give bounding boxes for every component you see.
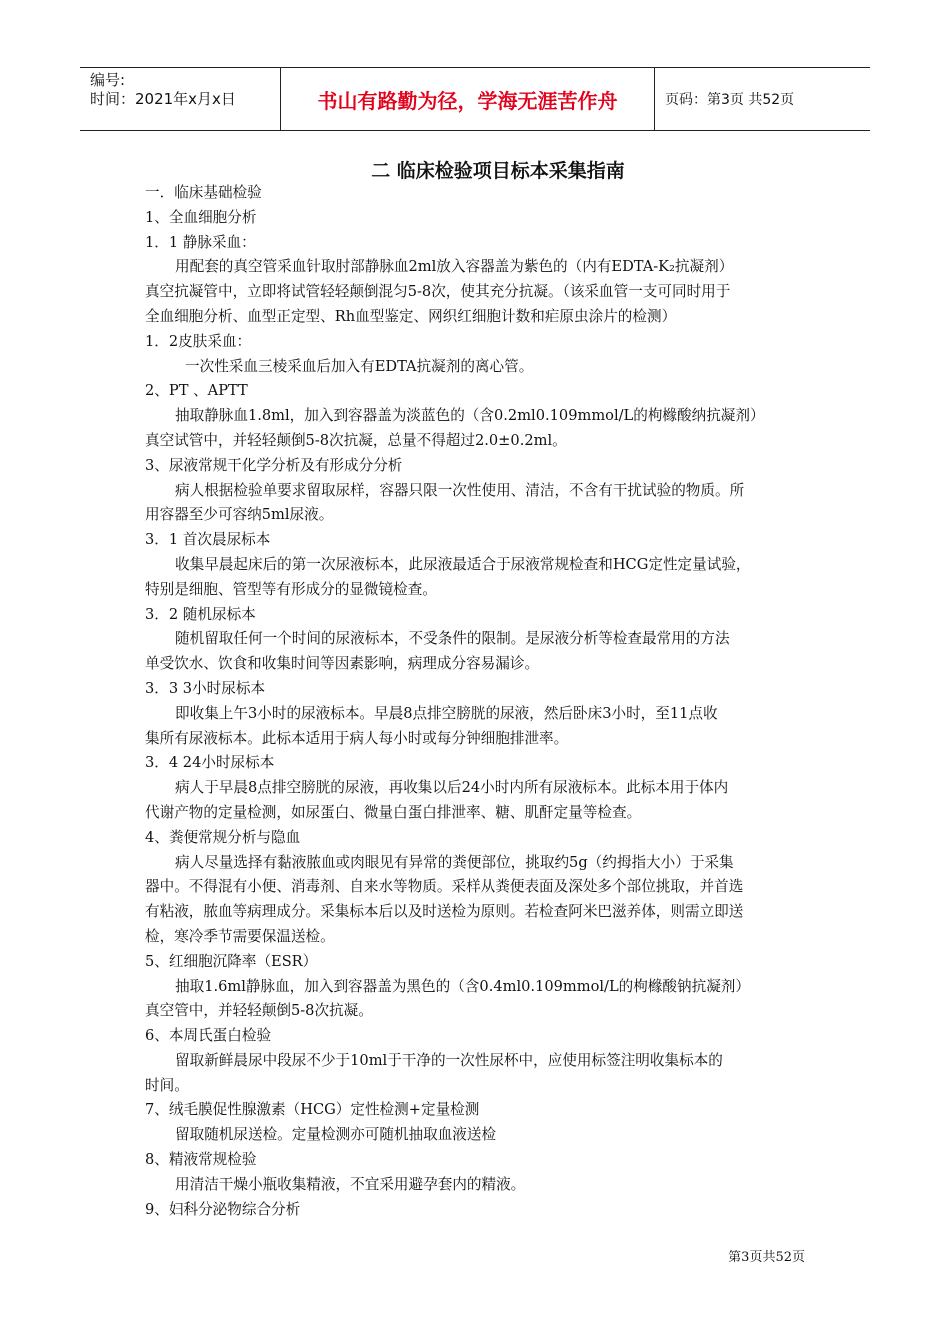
page-footer: 第3页共52页: [728, 1250, 805, 1265]
item-heading: 1、全血细胞分析: [145, 208, 257, 226]
paragraph-line: 代谢产物的定量检测，如尿蛋白、微量白蛋白排泄率、糖、肌酐定量等检查。: [145, 803, 642, 821]
subitem-heading: 3．3 3小时尿标本: [145, 679, 266, 697]
paragraph-line: 抽取静脉血1.8ml，加入到容器盖为淡蓝色的（含0.2ml0.109mmol/L的枸橼酸纳抗凝剂）: [175, 407, 765, 425]
paragraph-line: 抽取1.6ml静脉血，加入到容器盖为黑色的（含0.4ml0.109mmol/L的枸橼酸钠抗凝剂）: [175, 977, 750, 995]
paragraph-line: 检，寒冷季节需要保温送检。: [145, 927, 335, 945]
paragraph-line: 用容器至少可容纳5ml尿液。: [145, 506, 334, 524]
paragraph-line: 留取随机尿送检。定量检测亦可随机抽取血液送检: [175, 1126, 497, 1144]
paragraph-line: 用清洁干燥小瓶收集精液，不宜采用避孕套内的精液。: [175, 1175, 526, 1193]
paragraph-line: 真空试管中，并轻轻颠倒5-8次抗凝，总量不得超过2.0±0.2ml。: [145, 431, 567, 449]
paragraph-line: 全血细胞分析、血型正定型、Rh血型鉴定、网织红细胞计数和疟原虫涂片的检测）: [145, 307, 677, 325]
paragraph-line: 一次性采血三棱采血后加入有EDTA抗凝剂的离心管。: [185, 357, 534, 375]
subitem-heading: 3．1 首次晨尿标本: [145, 531, 271, 549]
paragraph-line: 单受饮水、饮食和收集时间等因素影响，病理成分容易漏诊。: [145, 655, 540, 673]
paragraph-line: 病人尽量选择有黏液脓血或肉眼见有异常的粪便部位，挑取约5g（约拇指大小）于采集: [175, 853, 734, 871]
subitem-heading: 3．4 24小时尿标本: [145, 754, 275, 772]
paragraph-line: 病人根据检验单要求留取尿样，容器只限一次性使用、清洁，不含有干扰试验的物质。所: [175, 481, 745, 499]
paragraph-line: 收集早晨起床后的第一次尿液标本，此尿液最适合于尿液常规检查和HCG定性定量试验，: [175, 555, 751, 573]
document-body: [145, 181, 810, 1222]
paragraph-line: 随机留取任何一个时间的尿液标本，不受条件的限制。是尿液分析等检查最常用的方法: [175, 630, 730, 648]
subitem-heading: 3．2 随机尿标本: [145, 605, 256, 623]
paragraph-line: 集所有尿液标本。此标本适用于病人每小时或每分钟细胞排泄率。: [145, 729, 569, 747]
paragraph-line: 病人于早晨8点排空膀胱的尿液，再收集以后24小时内所有尿液标本。此标本用于体内: [175, 779, 729, 797]
subitem-heading: 1．2皮肤采血：: [145, 332, 252, 350]
header-page-number: 页码：第3页 共52页: [665, 92, 795, 108]
item-heading: 9、妇科分泌物综合分析: [145, 1200, 301, 1218]
item-heading: 3、尿液常规干化学分析及有形成分分析: [145, 456, 403, 474]
document-number-label: 编号:: [90, 71, 126, 89]
paragraph-line: 即收集上午3小时的尿液标本。早晨8点排空膀胱的尿液，然后卧床3小时，至11点收: [175, 704, 718, 722]
paragraph-line: 用配套的真空管采血针取肘部静脉血2ml放入容器盖为紫色的（内有EDTA-K₂抗凝剂）: [175, 258, 734, 276]
item-heading: 4、粪便常规分析与隐血: [145, 828, 301, 846]
paragraph-line: 特别是细胞、管型等有形成分的显微镜检查。: [145, 580, 437, 598]
paragraph-line: 器中。不得混有小便、消毒剂、自来水等物质。采样从粪便表面及深处多个部位挑取，并首选: [145, 878, 744, 896]
header-motto: 书山有路勤为径，学海无涯苦作舟: [281, 68, 655, 130]
item-heading: 8、精液常规检验: [145, 1151, 257, 1169]
item-heading: 6、本周氏蛋白检验: [145, 1027, 272, 1045]
document-time-label: 时间：2021年x月x日: [90, 90, 236, 108]
header-meta: [80, 68, 281, 130]
paragraph-line: 有粘液，脓血等病理成分。采集标本后以及时送检为原则。若检查阿米巴滋养体，则需立即送: [145, 903, 744, 921]
document-title: 二 临床检验项目标本采集指南: [371, 160, 625, 182]
paragraph-line: 真空抗凝管中，立即将试管轻轻颠倒混匀5-8次，使其充分抗凝。（该采血管一支可同时用于: [145, 283, 731, 301]
item-heading: 7、绒毛膜促性腺激素（HCG）定性检测+定量检测: [145, 1101, 480, 1119]
section-heading: 一．临床基础检验: [145, 184, 262, 201]
item-heading: 2、PT 、APTT: [145, 382, 248, 400]
page-header: [80, 67, 870, 131]
item-heading: 5、红细胞沉降率（ESR）: [145, 952, 318, 970]
paragraph-line: 时间。: [145, 1076, 189, 1094]
paragraph-line: 真空管中，并轻轻颠倒5-8次抗凝。: [145, 1002, 373, 1020]
subitem-heading: 1．1 静脉采血：: [145, 233, 256, 251]
paragraph-line: 留取新鲜晨尿中段尿不少于10ml于干净的一次性尿杯中，应使用标签注明收集标本的: [175, 1051, 723, 1069]
